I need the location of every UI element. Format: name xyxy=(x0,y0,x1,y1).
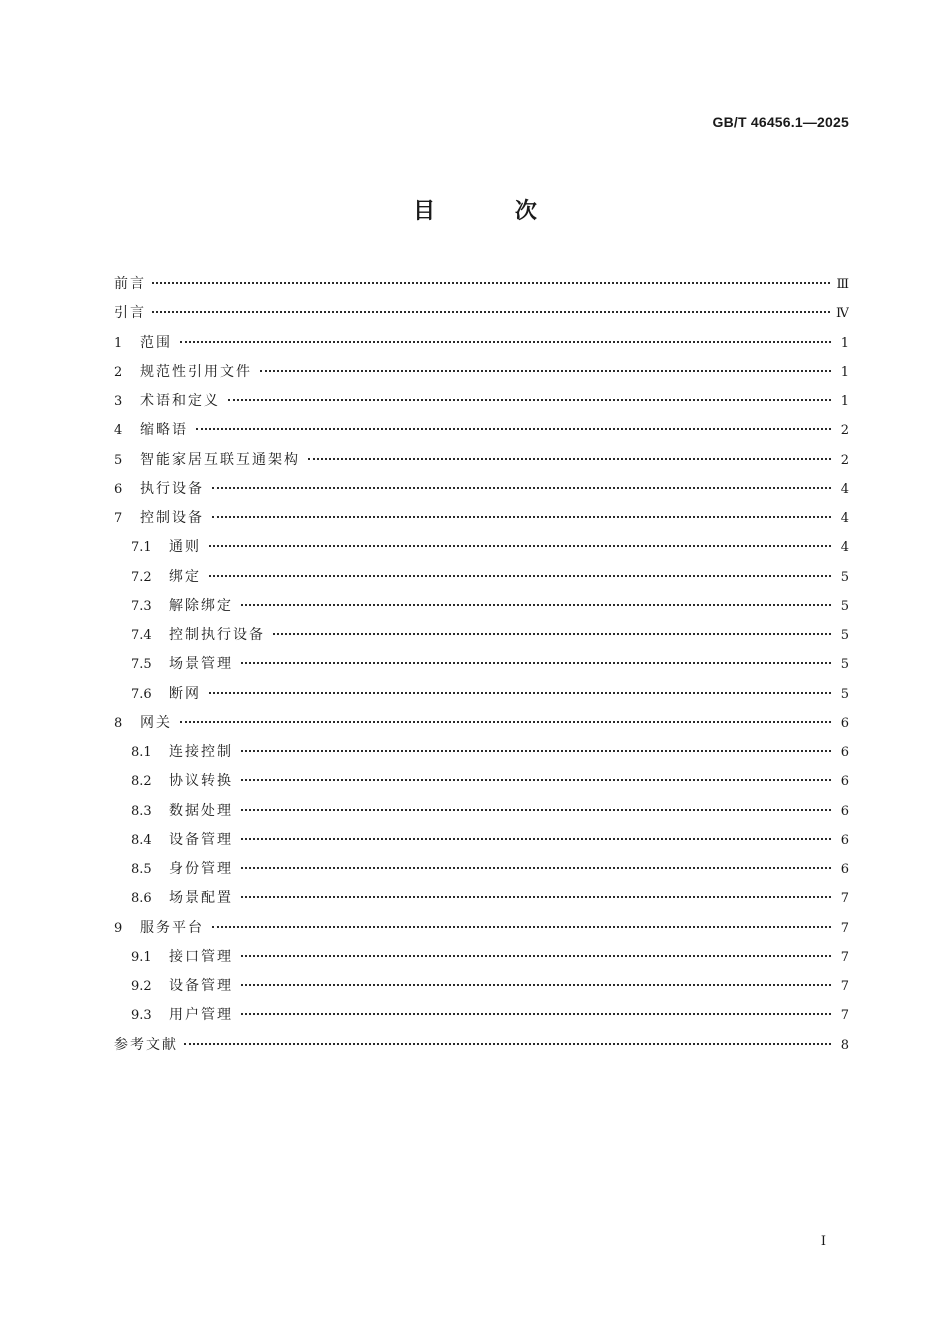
toc-entry-page: 1 xyxy=(840,394,849,409)
toc-entry[interactable] xyxy=(114,1031,849,1060)
toc-entry-number: 8.2 xyxy=(131,774,152,790)
toc-entry-label: 规范性引用文件 xyxy=(140,363,252,380)
toc-entry-label: 网关 xyxy=(140,714,172,731)
dot-leader xyxy=(180,341,831,343)
toc-entry-number: 8.4 xyxy=(131,832,152,848)
toc-entry-page: 6 xyxy=(840,774,849,790)
footer-page-number: I xyxy=(820,1234,826,1249)
toc-entry-label: 引言 xyxy=(114,305,146,322)
toc-entry-number: 9.2 xyxy=(131,979,152,994)
dot-leader xyxy=(273,633,831,635)
toc-entry-page: 5 xyxy=(840,628,849,643)
toc-entry-page: 7 xyxy=(840,920,849,936)
toc-entry[interactable] xyxy=(114,943,849,972)
toc-entry-page: 5 xyxy=(840,686,849,702)
toc-entry-number: 7.1 xyxy=(131,540,152,556)
dot-leader xyxy=(209,575,831,577)
toc-entry-label: 范围 xyxy=(140,334,172,351)
toc-entry[interactable] xyxy=(114,358,849,387)
dot-leader xyxy=(152,282,830,284)
toc-entry[interactable] xyxy=(114,884,849,913)
dot-leader xyxy=(209,692,831,694)
toc-entry[interactable] xyxy=(114,504,849,533)
toc-entry-number: 3 xyxy=(114,394,123,409)
toc-entry[interactable] xyxy=(114,446,849,475)
toc-entry-number: 8.5 xyxy=(131,862,152,877)
toc-entry-number: 9.3 xyxy=(131,1008,152,1024)
toc-entry-page: 4 xyxy=(840,540,849,556)
toc-entry-label: 场景管理 xyxy=(169,656,233,673)
dot-leader xyxy=(212,516,831,518)
toc-entry[interactable] xyxy=(114,972,849,1001)
toc-entry-label: 连接控制 xyxy=(169,744,233,760)
toc-entry[interactable] xyxy=(114,563,849,592)
toc-entry-page: 8 xyxy=(840,1037,849,1053)
toc-entry-label: 场景配置 xyxy=(169,890,233,907)
dot-leader xyxy=(241,662,831,664)
toc-entry-number: 4 xyxy=(114,423,123,439)
toc-entry[interactable] xyxy=(114,299,849,328)
toc-entry-page: 6 xyxy=(840,832,849,848)
toc-entry[interactable] xyxy=(114,416,849,445)
toc-entry-page: 7 xyxy=(840,979,849,994)
toc-entry-number: 7.3 xyxy=(131,598,152,614)
toc-entry-number: 1 xyxy=(114,335,123,351)
toc-entry-page: 4 xyxy=(840,481,849,497)
toc-entry[interactable] xyxy=(114,767,849,796)
toc-entry-label: 设备管理 xyxy=(169,831,233,848)
toc-entry-label: 数据处理 xyxy=(169,802,233,819)
toc-entry-page: 7 xyxy=(840,949,849,965)
dot-leader xyxy=(260,370,831,372)
toc-entry[interactable] xyxy=(114,533,849,562)
toc-entry-page: 6 xyxy=(840,803,849,819)
toc-entry-page: 6 xyxy=(840,715,849,731)
dot-leader xyxy=(212,487,831,489)
toc-entry-number: 7.5 xyxy=(131,657,152,673)
toc-entry-number: 7.6 xyxy=(131,686,152,702)
table-of-contents xyxy=(114,270,849,1060)
toc-entry[interactable] xyxy=(114,1001,849,1030)
toc-entry-number: 8.1 xyxy=(131,745,152,760)
toc-entry-label: 控制设备 xyxy=(140,510,204,526)
toc-entry-label: 接口管理 xyxy=(169,948,233,965)
toc-entry-label: 服务平台 xyxy=(140,919,204,936)
toc-entry-number: 5 xyxy=(114,452,123,468)
toc-entry[interactable] xyxy=(114,329,849,358)
toc-entry-label: 通则 xyxy=(169,539,201,556)
toc-entry[interactable] xyxy=(114,650,849,679)
toc-entry-page: 2 xyxy=(840,452,849,468)
toc-entry-label: 设备管理 xyxy=(169,978,233,994)
toc-entry-page: 5 xyxy=(840,569,849,585)
dot-leader xyxy=(180,721,831,723)
toc-entry[interactable] xyxy=(114,738,849,767)
toc-entry-label: 智能家居互联互通架构 xyxy=(140,451,300,468)
toc-entry[interactable] xyxy=(114,680,849,709)
toc-entry-page: 1 xyxy=(840,364,849,380)
dot-leader xyxy=(241,838,831,840)
toc-entry-number: 7.2 xyxy=(131,569,152,585)
dot-leader xyxy=(228,399,831,401)
toc-entry-page: 4 xyxy=(840,511,849,526)
toc-entry-page: 2 xyxy=(840,423,849,439)
toc-entry-label: 绑定 xyxy=(169,568,201,585)
toc-entry-number: 7.4 xyxy=(131,628,152,643)
toc-entry-label: 缩略语 xyxy=(140,422,188,439)
toc-entry-page: 6 xyxy=(840,745,849,760)
toc-entry-label: 参考文献 xyxy=(114,1036,178,1053)
toc-entry-label: 协议转换 xyxy=(169,773,233,790)
toc-entry[interactable] xyxy=(114,797,849,826)
toc-entry-label: 断网 xyxy=(169,685,201,702)
dot-leader xyxy=(241,955,831,957)
toc-entry-page: 5 xyxy=(840,598,849,614)
toc-entry[interactable] xyxy=(114,475,849,504)
dot-leader xyxy=(308,458,831,460)
dot-leader xyxy=(241,750,831,752)
dot-leader xyxy=(184,1043,831,1045)
toc-entry-number: 2 xyxy=(114,364,123,380)
toc-entry-number: 7 xyxy=(114,511,123,526)
toc-entry-label: 用户管理 xyxy=(169,1007,233,1024)
dot-leader xyxy=(241,896,831,898)
dot-leader xyxy=(241,1013,831,1015)
toc-entry-number: 8.3 xyxy=(131,803,152,819)
toc-entry-label: 执行设备 xyxy=(140,480,204,497)
dot-leader xyxy=(241,809,831,811)
toc-entry-number: 9.1 xyxy=(131,949,152,965)
toc-entry-label: 身份管理 xyxy=(169,861,233,877)
dot-leader xyxy=(241,867,831,869)
toc-entry[interactable] xyxy=(114,621,849,650)
toc-entry-page: Ⅳ xyxy=(836,306,849,322)
standard-code: GB/T 46456.1—2025 xyxy=(712,114,849,130)
toc-entry-label: 前言 xyxy=(114,276,146,292)
dot-leader xyxy=(241,984,831,986)
toc-entry-label: 控制执行设备 xyxy=(169,627,265,643)
page-title: 目 次 xyxy=(413,199,573,224)
toc-entry[interactable] xyxy=(114,826,849,855)
toc-entry[interactable] xyxy=(114,709,849,738)
toc-entry-number: 8 xyxy=(114,715,123,731)
toc-entry-page: 7 xyxy=(840,1008,849,1024)
toc-entry-number: 8.6 xyxy=(131,891,152,907)
dot-leader xyxy=(209,545,831,547)
toc-entry-page: 6 xyxy=(840,862,849,877)
toc-entry-page: Ⅲ xyxy=(836,277,849,292)
toc-entry[interactable] xyxy=(114,270,849,299)
toc-entry-number: 6 xyxy=(114,481,123,497)
toc-entry[interactable] xyxy=(114,855,849,884)
dot-leader xyxy=(196,428,831,430)
toc-entry-number: 9 xyxy=(114,920,123,936)
toc-entry-label: 解除绑定 xyxy=(169,597,233,614)
toc-entry[interactable] xyxy=(114,387,849,416)
dot-leader xyxy=(212,926,831,928)
toc-entry-page: 1 xyxy=(840,335,849,351)
dot-leader xyxy=(241,779,831,781)
toc-entry-label: 术语和定义 xyxy=(140,393,220,409)
dot-leader xyxy=(152,311,830,313)
toc-entry[interactable] xyxy=(114,592,849,621)
toc-entry[interactable] xyxy=(114,914,849,943)
dot-leader xyxy=(241,604,831,606)
toc-entry-page: 5 xyxy=(840,657,849,673)
toc-entry-page: 7 xyxy=(840,891,849,907)
